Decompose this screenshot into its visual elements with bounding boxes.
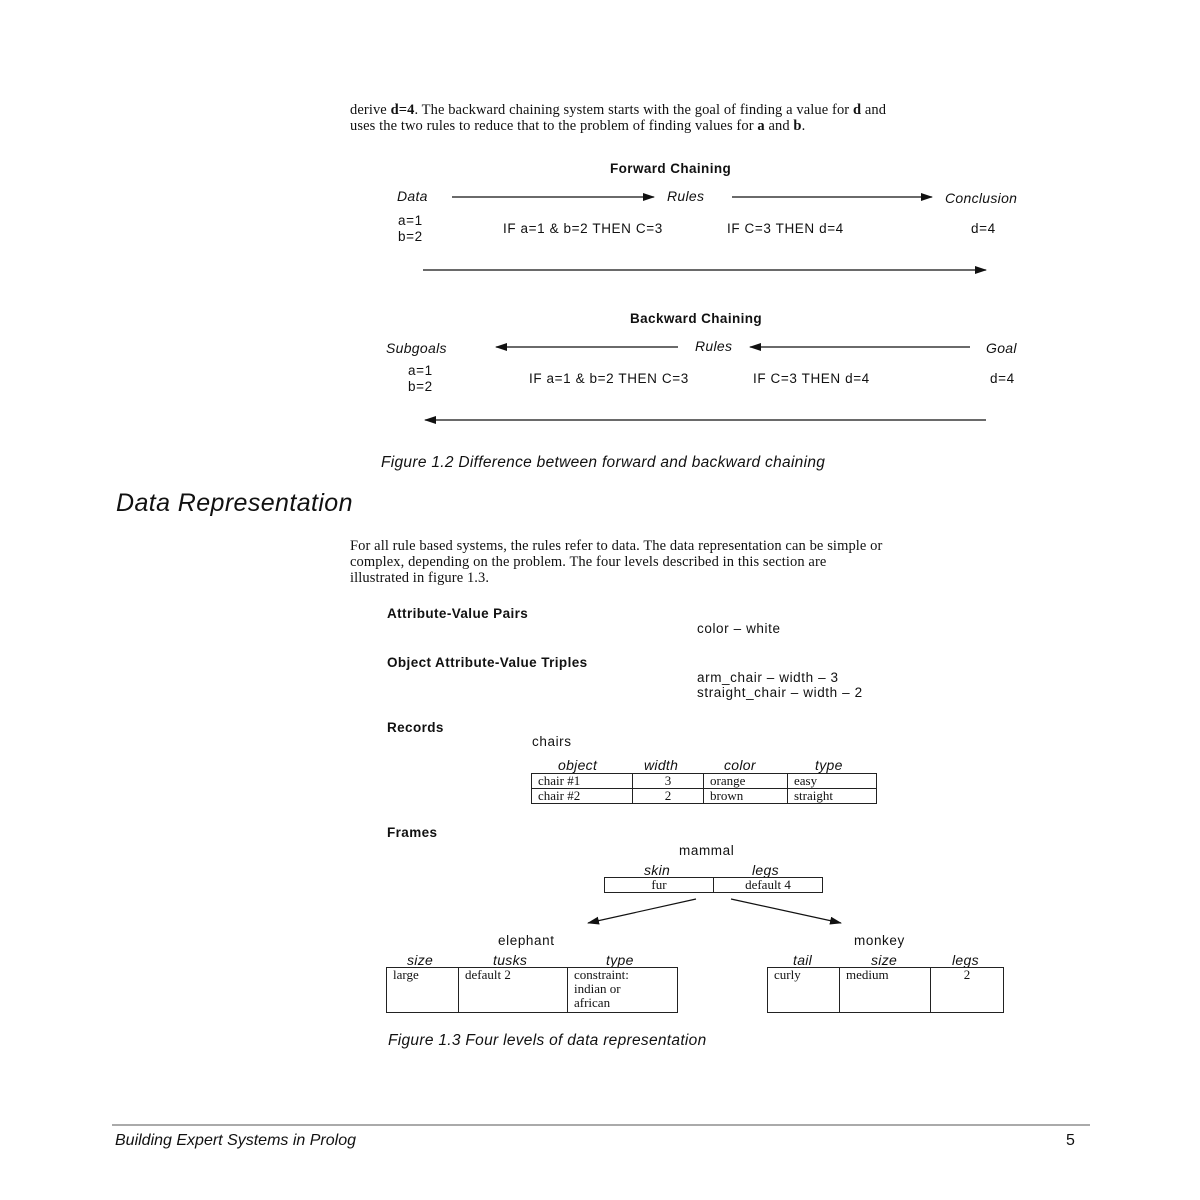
records-header-type: type	[815, 757, 843, 773]
monkey-frame-table	[767, 967, 1004, 1013]
bwd-rule-1: IF a=1 & b=2 THEN C=3	[529, 371, 689, 386]
records-header-color: color	[724, 757, 756, 773]
oav-title: Object Attribute-Value Triples	[387, 655, 588, 670]
records-cell: chair #2	[532, 789, 633, 804]
elephant-header-size: size	[407, 952, 434, 968]
fwd-rule-1: IF a=1 & b=2 THEN C=3	[503, 221, 663, 236]
figure-1-3-caption: Figure 1.3 Four levels of data representation	[388, 1032, 707, 1049]
mammal-to-monkey-arrow	[731, 899, 841, 923]
intro-line-1: derive d=4. The backward chaining system starts with the goal of finding a value for d and	[350, 102, 887, 118]
bwd-goal-label: Goal	[986, 340, 1017, 356]
records-cell: straight	[788, 789, 877, 804]
table-row	[532, 789, 877, 804]
figure-1-2-caption: Figure 1.2 Difference between forward and backward chaining	[381, 454, 826, 471]
bwd-subgoals-label: Subgoals	[386, 340, 447, 356]
fwd-conclusion-label: Conclusion	[945, 190, 1018, 206]
fwd-rules-label: Rules	[667, 188, 705, 204]
mammal-to-elephant-arrow	[588, 899, 696, 923]
records-header-object: object	[558, 757, 598, 773]
data-para-line-1: For all rule based systems, the rules refer to data. The data representation can be simple or	[350, 538, 883, 554]
monkey-cell: curly	[768, 968, 840, 1013]
elephant-frame-name: elephant	[498, 933, 555, 948]
records-cell: brown	[704, 789, 788, 804]
footer-book-title: Building Expert Systems in Prolog	[115, 1132, 356, 1149]
bwd-rules-label: Rules	[695, 338, 733, 354]
monkey-header-size: size	[871, 952, 898, 968]
fwd-rule-2: IF C=3 THEN d=4	[727, 221, 844, 236]
monkey-cell: 2	[931, 968, 1004, 1013]
table-row	[387, 968, 678, 1013]
records-cell: orange	[704, 774, 788, 789]
monkey-header-legs: legs	[952, 952, 979, 968]
mammal-frame-table	[604, 877, 823, 893]
monkey-frame-name: monkey	[854, 933, 905, 948]
oav-example-1: arm_chair – width – 3	[697, 670, 839, 685]
fwd-data-label: Data	[397, 188, 428, 204]
data-para-line-2: complex, depending on the problem. The four levels described in this section are	[350, 554, 827, 570]
bwd-a-value: a=1	[408, 363, 433, 378]
bwd-result: d=4	[990, 371, 1015, 386]
elephant-cell: default 2	[459, 968, 568, 1013]
mammal-frame-name: mammal	[679, 843, 735, 858]
records-cell: 2	[633, 789, 704, 804]
fwd-result: d=4	[971, 221, 996, 236]
elephant-cell: large	[387, 968, 459, 1013]
forward-chaining-title: Forward Chaining	[610, 161, 732, 176]
section-heading: Data Representation	[116, 489, 353, 517]
table-row	[532, 774, 877, 789]
data-para-line-3: illustrated in figure 1.3.	[350, 570, 490, 586]
data-paragraph	[350, 538, 1110, 586]
records-title: Records	[387, 720, 444, 735]
intro-line-2: uses the two rules to reduce that to the problem of finding values for a and b.	[350, 118, 806, 134]
records-cell: 3	[633, 774, 704, 789]
mammal-cell: default 4	[714, 878, 823, 893]
bwd-rule-2: IF C=3 THEN d=4	[753, 371, 870, 386]
records-header-width: width	[644, 757, 679, 773]
elephant-frame-table	[386, 967, 678, 1013]
records-table-name: chairs	[532, 734, 572, 749]
elephant-header-tusks: tusks	[493, 952, 528, 968]
mammal-cell: fur	[605, 878, 714, 893]
elephant-header-type: type	[606, 952, 634, 968]
table-row	[768, 968, 1004, 1013]
elephant-cell: constraint: indian or african	[568, 968, 678, 1013]
fwd-b-value: b=2	[398, 229, 423, 244]
mammal-header-legs: legs	[752, 862, 779, 878]
footer-page-number: 5	[1066, 1132, 1075, 1149]
avp-title: Attribute-Value Pairs	[387, 606, 529, 621]
table-row	[605, 878, 823, 893]
oav-example-2: straight_chair – width – 2	[697, 685, 863, 700]
mammal-header-skin: skin	[644, 862, 671, 878]
bwd-b-value: b=2	[408, 379, 433, 394]
records-table	[531, 773, 877, 804]
monkey-cell: medium	[840, 968, 931, 1013]
records-cell: easy	[788, 774, 877, 789]
backward-chaining-title: Backward Chaining	[630, 311, 763, 326]
avp-example: color – white	[697, 621, 781, 636]
frames-title: Frames	[387, 825, 438, 840]
records-cell: chair #1	[532, 774, 633, 789]
monkey-header-tail: tail	[793, 952, 813, 968]
fwd-a-value: a=1	[398, 213, 423, 228]
